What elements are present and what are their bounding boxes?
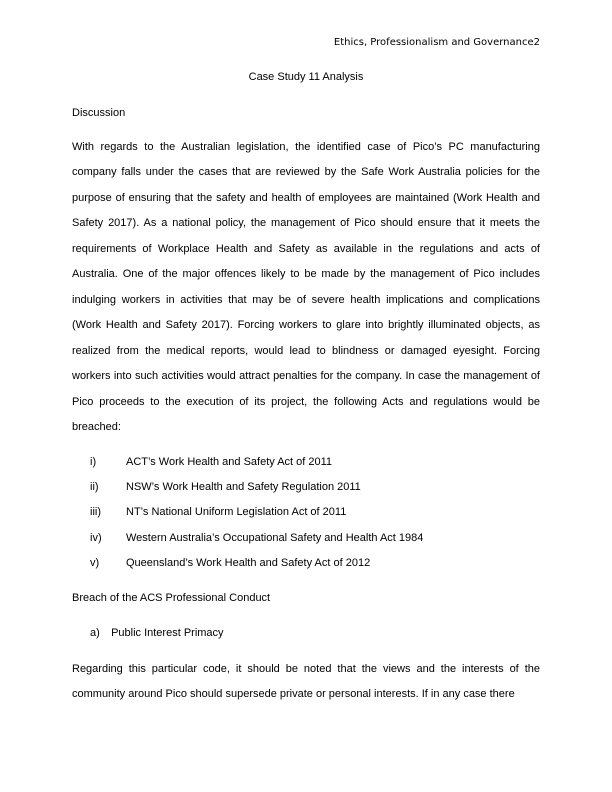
public-interest-paragraph: Regarding this particular code, it should be noted that the views and the interests of the community around Pico should supersede private or personal interests. If in any case there (72, 663, 540, 701)
list-item-text: Western Australia’s Occupational Safety and Health Act 1984 (126, 531, 424, 544)
list-item-number: iii) (90, 506, 101, 519)
list-item-text: ACT’s Work Health and Safety Act of 2011 (126, 456, 333, 468)
subsection-title: Public Interest Primacy (111, 627, 224, 639)
list-item-number: v) (90, 556, 100, 569)
running-header: Ethics, Professionalism and Governance2 (333, 37, 540, 48)
section-heading-breach: Breach of the ACS Professional Conduct (72, 592, 271, 604)
list-item-text: Queensland’s Work Health and Safety Act of 2012 (126, 556, 371, 569)
list-item (90, 504, 530, 529)
discussion-paragraph: With regards to the Australian legislation, the identified case of Pico’s PC manufacturing company falls under the cases that are reviewed by the Safe Work Australia policies for the purpose of ensuring that the safety and health of employees are maintained (Work Health and Safety 2017). As a national policy, the management of Pico should ensure that it meets the requirements of Workplace Health and Safety as available in the regulations and acts of Australia. One of the major offences likely to be made by the management of Pico includes indulging workers in activities that may be of severe health implications and complications (Work Health and Safety 2017). Forcing workers to glare into brightly illuminated objects, as realized from the medical reports, would lead to blindness or damaged eyesight. Forcing workers into such activities would attract penalties for the company. In case the management of Pico proceeds to the execution of its project, the following Acts and regulations would be breached: (72, 141, 540, 433)
list-item (90, 555, 530, 580)
list-item (90, 479, 530, 504)
section-heading-discussion: Discussion (72, 107, 126, 119)
list-item-number: i) (90, 456, 97, 468)
subsection-number: a) (90, 627, 100, 639)
document-title: Case Study 11 Analysis (248, 71, 364, 83)
subsection-public-interest (90, 627, 224, 639)
list-item (90, 454, 530, 479)
list-item-text: NSW’s Work Health and Safety Regulation 2011 (126, 481, 361, 494)
list-item (90, 530, 530, 555)
list-item-number: ii) (90, 481, 99, 494)
list-item-text: NT’s National Uniform Legislation Act of 2011 (126, 506, 347, 519)
list-item-number: iv) (90, 531, 102, 544)
acts-list (90, 454, 530, 580)
